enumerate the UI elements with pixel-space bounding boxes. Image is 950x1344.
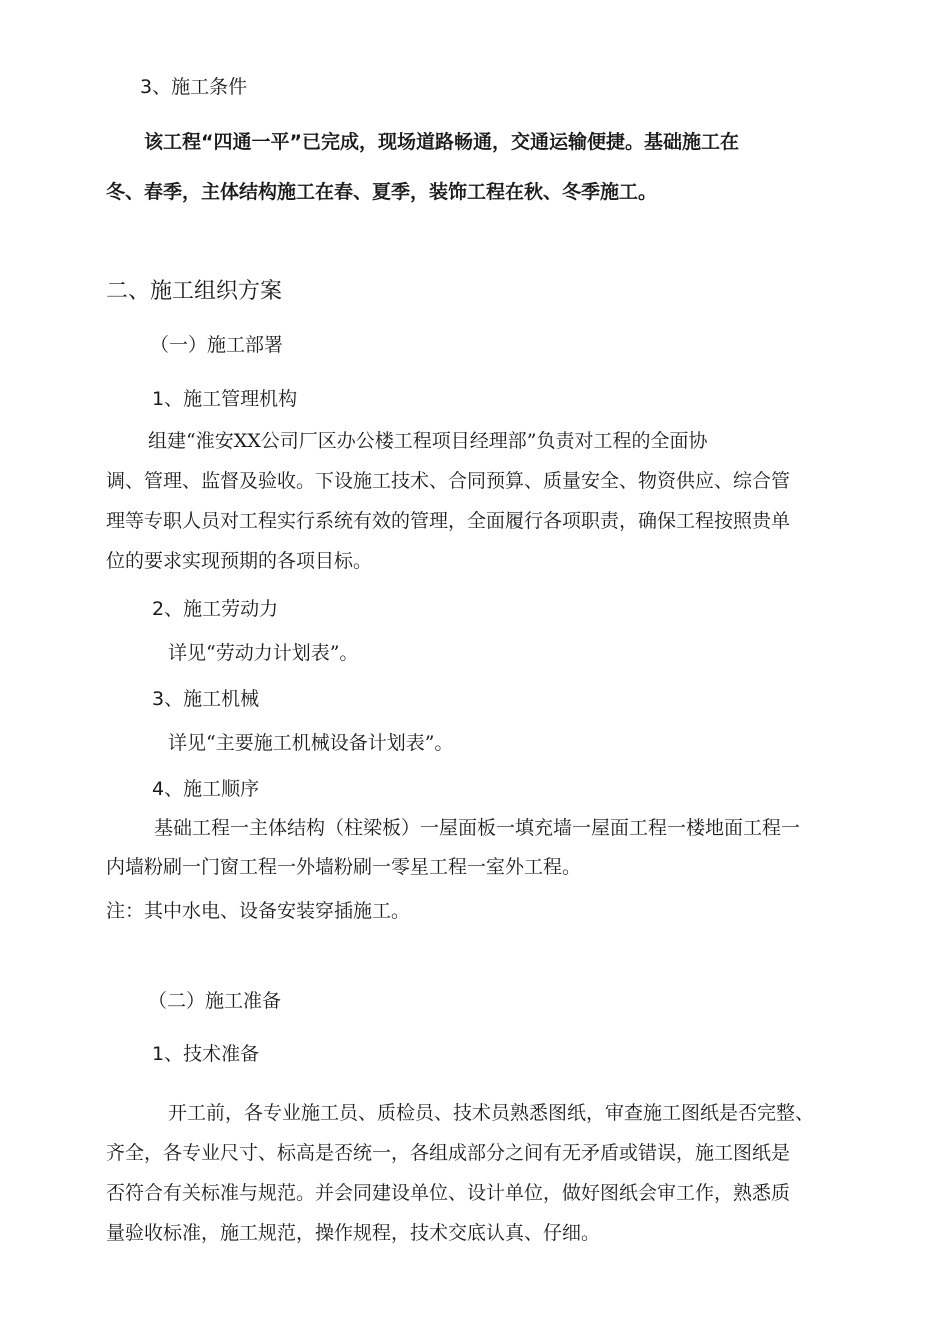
paragraph-management-line-1: 组建“淮安XX公司厂区办公楼工程项目经理部”负责对工程的全面协 (148, 430, 708, 452)
paragraph-labor: 详见“劳动力计划表”。 (168, 642, 359, 664)
heading-labor-force: 2、施工劳动力 (152, 598, 279, 620)
heading-technical-preparation: 1、技术准备 (152, 1043, 260, 1065)
paragraph-sequence-line-1: 基础工程一主体结构（柱梁板）一屋面板一填充墙一屋面工程一楼地面工程一 (154, 817, 801, 839)
paragraph-management-line-3: 理等专职人员对工程实行系统有效的管理，全面履行各项职责，确保工程按照贵单 (106, 510, 791, 532)
paragraph-conditions-line-1: 该工程“四通一平”已完成，现场道路畅通，交通运输便捷。基础施工在 (144, 131, 739, 153)
heading-management-organization: 1、施工管理机构 (152, 388, 298, 410)
paragraph-conditions-line-2: 冬、春季，主体结构施工在春、夏季，装饰工程在秋、冬季施工。 (106, 181, 658, 203)
heading-construction-sequence: 4、施工顺序 (152, 778, 260, 800)
heading-construction-machinery: 3、施工机械 (152, 688, 260, 710)
paragraph-management-line-2: 调、管理、监督及验收。下设施工技术、合同预算、质量安全、物资供应、综合管 (106, 470, 791, 492)
paragraph-sequence-line-2: 内墙粉刷一门窗工程一外墙粉刷一零星工程一室外工程。 (106, 856, 582, 878)
paragraph-technical-line-4: 量验收标准，施工规范，操作规程，技术交底认真、仔细。 (106, 1222, 601, 1244)
paragraph-technical-line-2: 齐全，各专业尺寸、标高是否统一，各组成部分之间有无矛盾或错误，施工图纸是 (106, 1142, 791, 1164)
paragraph-machinery: 详见“主要施工机械设备计划表”。 (168, 732, 454, 754)
paragraph-technical-line-1: 开工前，各专业施工员、质检员、技术员熟悉图纸，审查施工图纸是否完整、 (168, 1102, 815, 1124)
heading-construction-preparation: （二）施工准备 (148, 990, 282, 1012)
paragraph-technical-line-3: 否符合有关标准与规范。并会同建设单位、设计单位，做好图纸会审工作，熟悉质 (106, 1182, 791, 1204)
paragraph-management-line-4: 位的要求实现预期的各项目标。 (106, 550, 373, 572)
paragraph-note: 注：其中水电、设备安装穿插施工。 (106, 900, 411, 922)
heading-construction-deployment: （一）施工部署 (150, 334, 284, 356)
heading-construction-conditions: 3、施工条件 (140, 76, 248, 98)
section-title-construction-plan: 二、施工组织方案 (106, 279, 283, 304)
